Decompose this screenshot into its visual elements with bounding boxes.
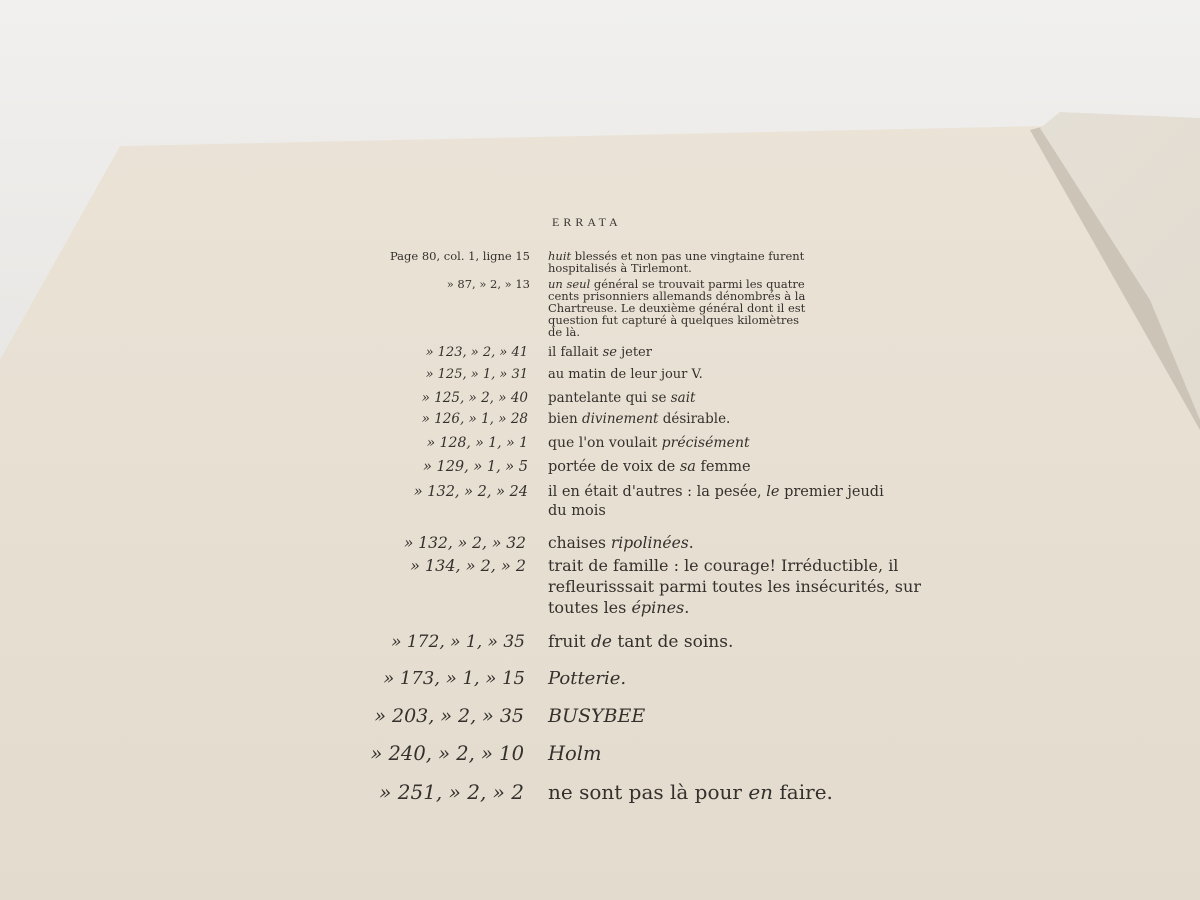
errata-reference: Page 80, col. 1, ligne 15 [389, 249, 530, 263]
correction-line: huit blessés et non pas une vingtaine furent [548, 249, 805, 263]
errata-reference: » 173, » 1, » 15 [383, 668, 525, 689]
correction-line: cents prisonniers allemands dénombrés à la [548, 289, 806, 303]
errata-reference: » 172, » 1, » 35 [391, 632, 525, 652]
errata-correction [548, 436, 750, 451]
errata-correction [548, 412, 730, 426]
errata-correction [548, 706, 645, 726]
correction-line: au matin de leur jour V. [548, 367, 703, 382]
errata-reference: » 125, » 2, » 40 [421, 390, 528, 406]
errata-reference: » 134, » 2, » 2 [410, 556, 526, 575]
errata-correction [548, 460, 751, 475]
errata-reference: » 132, » 2, » 24 [413, 484, 528, 500]
errata-correction [548, 346, 652, 360]
errata-reference: » 203, » 2, » 35 [374, 705, 524, 727]
errata-correction [548, 555, 921, 618]
correction-line: un seul général se trouvait parmi les quatre [548, 277, 805, 291]
errata-title: ERRATA [552, 215, 622, 229]
correction-line: toutes les épines. [548, 598, 690, 617]
errata-reference: » 128, » 1, » 1 [426, 435, 528, 451]
errata-correction [548, 483, 884, 521]
correction-line: pantelante qui se sait [548, 390, 696, 406]
errata-correction [548, 391, 695, 405]
correction-line: chaises ripolinées. [548, 534, 694, 552]
correction-line: refleurisssait parmi toutes les insécurités, sur [548, 577, 921, 596]
errata-correction [548, 250, 804, 274]
errata-correction [548, 368, 703, 382]
errata-reference: » 87, » 2, » 13 [446, 277, 530, 291]
errata-reference: » 126, » 1, » 28 [421, 411, 528, 427]
errata-reference: » 132, » 2, » 32 [403, 534, 526, 552]
errata-correction [548, 632, 733, 652]
correction-line: question fut capturé à quelques kilomètres [548, 313, 800, 327]
correction-line: fruit de tant de soins. [548, 632, 734, 652]
correction-line: Potterie. [548, 668, 627, 689]
correction-line: Holm [548, 742, 602, 765]
errata-correction [548, 278, 805, 338]
correction-line: que l'on voulait précisément [548, 435, 750, 451]
errata-correction [548, 782, 833, 802]
correction-line: il fallait se jeter [548, 345, 652, 360]
correction-line: il en était d'autres : la pesée, le premier jeudi [548, 484, 884, 500]
errata-reference: » 125, » 1, » 31 [425, 367, 528, 382]
correction-line: hospitalisés à Tirlemont. [548, 261, 692, 275]
correction-line: bien divinement désirable. [548, 411, 731, 427]
errata-correction [548, 744, 601, 764]
correction-line: BUSYBEE [548, 705, 646, 727]
errata-reference: » 240, » 2, » 10 [370, 742, 524, 765]
correction-line: ne sont pas là pour en faire. [548, 780, 833, 804]
errata-correction [548, 669, 626, 689]
correction-line: Chartreuse. Le deuxième général dont il est [548, 301, 806, 315]
errata-reference: » 251, » 2, » 2 [379, 780, 524, 804]
errata-correction [548, 534, 694, 552]
errata-reference: » 123, » 2, » 41 [425, 345, 528, 360]
correction-line: de là. [548, 325, 581, 339]
correction-line: portée de voix de sa femme [548, 459, 751, 475]
correction-line: trait de famille : le courage! Irréductible, il [548, 556, 899, 575]
correction-line: du mois [548, 503, 606, 519]
errata-reference: » 129, » 1, » 5 [422, 459, 528, 475]
